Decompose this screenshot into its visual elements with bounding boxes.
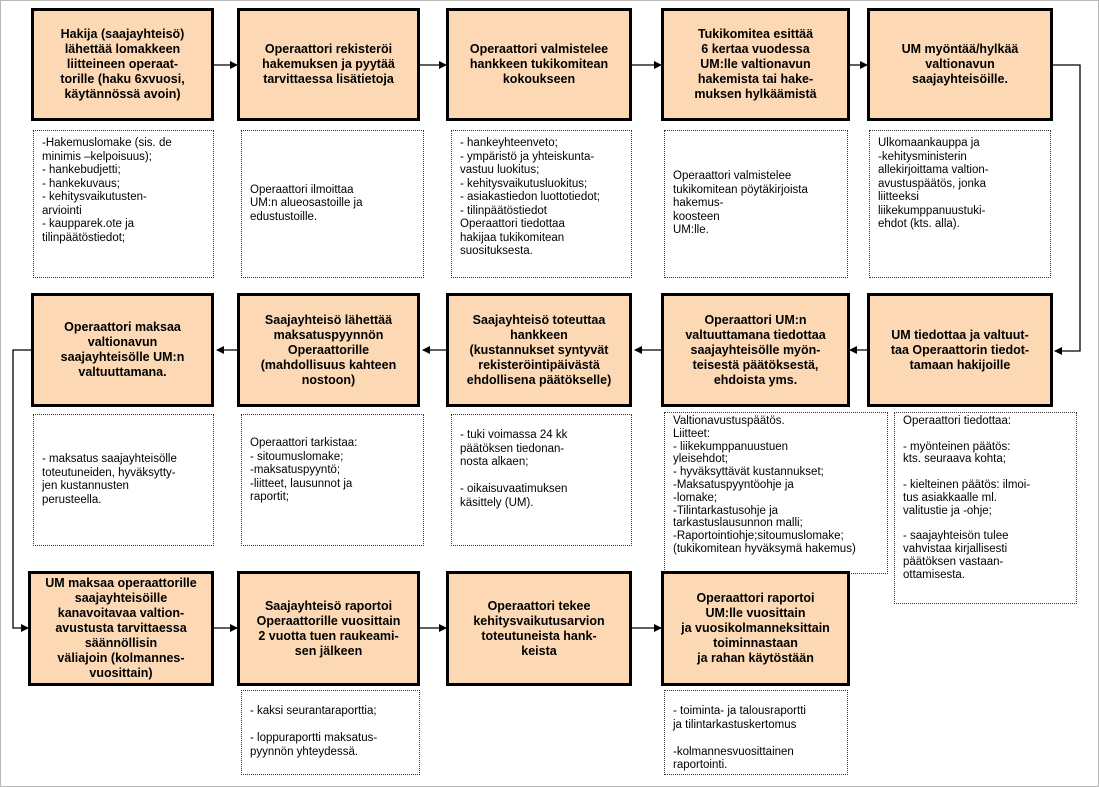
note-meeting-materials: - hankeyhteenveto; - ympäristö ja yhteiskunta- vastuu luokitus; - kehitysvaikutusluokitus; - asiakastiedon luottotiedot; - tilinpäätöstiedot Operaattori tiedottaa hakijaa tukikomitean suosituksesta. [451,130,632,278]
step-um-grants-rejects: UM myöntää/hylkää valtionavun saajayhteisöille. [867,8,1053,121]
note-operator-checks: Operaattori tarkistaa: - sitoumuslomake; -maksatuspyyntö; -liitteet, lausunnot ja raportit; [241,414,424,546]
arrow-r1-to-r2 [1053,65,1080,351]
note-grant-validity: - tuki voimassa 24 kk päätöksen tiedonan- nosta alkaen; - oikaisuvaatimuksen käsittely (UM). [451,414,632,546]
step-recipient-reports: Saajayhteisö raportoi Operaattorille vuosittain 2 vuotta tuen raukeami- sen jälkeen [237,571,420,686]
step-project-implementation: Saajayhteisö toteuttaa hankkeen (kustannukset syntyvät rekisteröintipäivästä ehdollisena päätökselle) [446,293,632,407]
step-operator-reports-um: Operaattori raportoi UM:lle vuosittain ja vuosikolmanneksittain toiminnastaan ja rahan käytöstään [661,571,850,686]
step-um-authorizes-operator: UM tiedottaa ja valtuut- taa Operaattorin tiedot- tamaan hakijoille [867,293,1053,407]
note-application-attachments: -Hakemuslomake (sis. de minimis –kelpoisuus); - hankebudjetti; - hankekuvaus; - kehitysvaikutusten- arviointi - kaupparek.ote ja tilinpäätöstiedot; [33,130,214,278]
step-operator-prepares-meeting: Operaattori valmistelee hankkeen tukikomitean kokoukseen [446,8,632,121]
step-operator-pays-grant: Operaattori maksaa valtionavun saajayhteisölle UM:n valtuuttamana. [31,293,214,407]
note-grant-decision: Ulkomaankauppa ja -kehitysministerin allekirjoittama valtion- avustuspäätös, jonka liitteeksi liikekumppanuustuki- ehdot (kts. alla). [869,130,1051,278]
note-follow-up-reports: - kaksi seurantaraporttia; - loppuraportti maksatus- pyynnön yhteydessä. [241,690,420,775]
step-um-pays-operator: UM maksaa operaattorille saajayhteisöille kanavoitavaa valtion- avustusta tarvittaessa säännöllisin väliajoin (kolmannes- vuosittain) [28,571,214,686]
note-operator-notifies: Operaattori tiedottaa: - myönteinen päätös: kts. seuraava kohta; - kielteinen päätös: ilmoi- tus asiakkaalle ml. valitustie ja -ohje; - saajayhteisön tulee vahvistaa kirjallisesti päätöksen vastaan- ottamisesta. [894,412,1077,604]
note-operator-informs-um: Operaattori ilmoittaa UM:n alueosastoille ja edustustoille. [241,130,424,278]
step-impact-evaluation: Operaattori tekee kehitysvaikutusarvion toteutuneista hank- keista [446,571,632,686]
note-committee-summary: Operaattori valmistelee tukikomitean pöytäkirjoista hakemus- koosteen UM:lle. [664,130,848,278]
note-payment-basis: - maksatus saajayhteisölle toteutuneiden, hyväksytty- jen kustannusten perusteella. [33,414,214,546]
note-decision-attachments: Valtionavustuspäätös. Liitteet: - liikekumppanuustuen yleisehdot; - hyväksyttävät kustannukset; -Maksatuspyyntöohje ja -lomake; -Tilintarkastusohje ja tarkastuslausunnon malli; -Raportointiohje;sitoumuslomake; (tukikomitean hyväksymä hakemus) [664,412,888,574]
note-annual-reporting: - toiminta- ja talousraportti ja tilintarkastuskertomus -kolmannesvuosittainen raportointi. [664,690,848,775]
step-payment-request: Saajayhteisö lähettää maksatuspyynnön Operaattorille (mahdollisuus kahteen nostoon) [237,293,420,407]
step-applicant-sends-form: Hakija (saajayhteisö) lähettää lomakkeen liitteineen operaat- torille (haku 6xvuosi, käytännössä avoin) [31,8,214,121]
step-operator-registers: Operaattori rekisteröi hakemuksen ja pyytää tarvittaessa lisätietoja [237,8,420,121]
step-operator-informs-recipient: Operaattori UM:n valtuuttamana tiedottaa saajayhteisölle myön- teisestä päätöksestä, ehdoista yms. [661,293,850,407]
step-committee-proposes: Tukikomitea esittää 6 kertaa vuodessa UM:lle valtionavun hakemista tai hake- muksen hylkäämistä [661,8,850,121]
